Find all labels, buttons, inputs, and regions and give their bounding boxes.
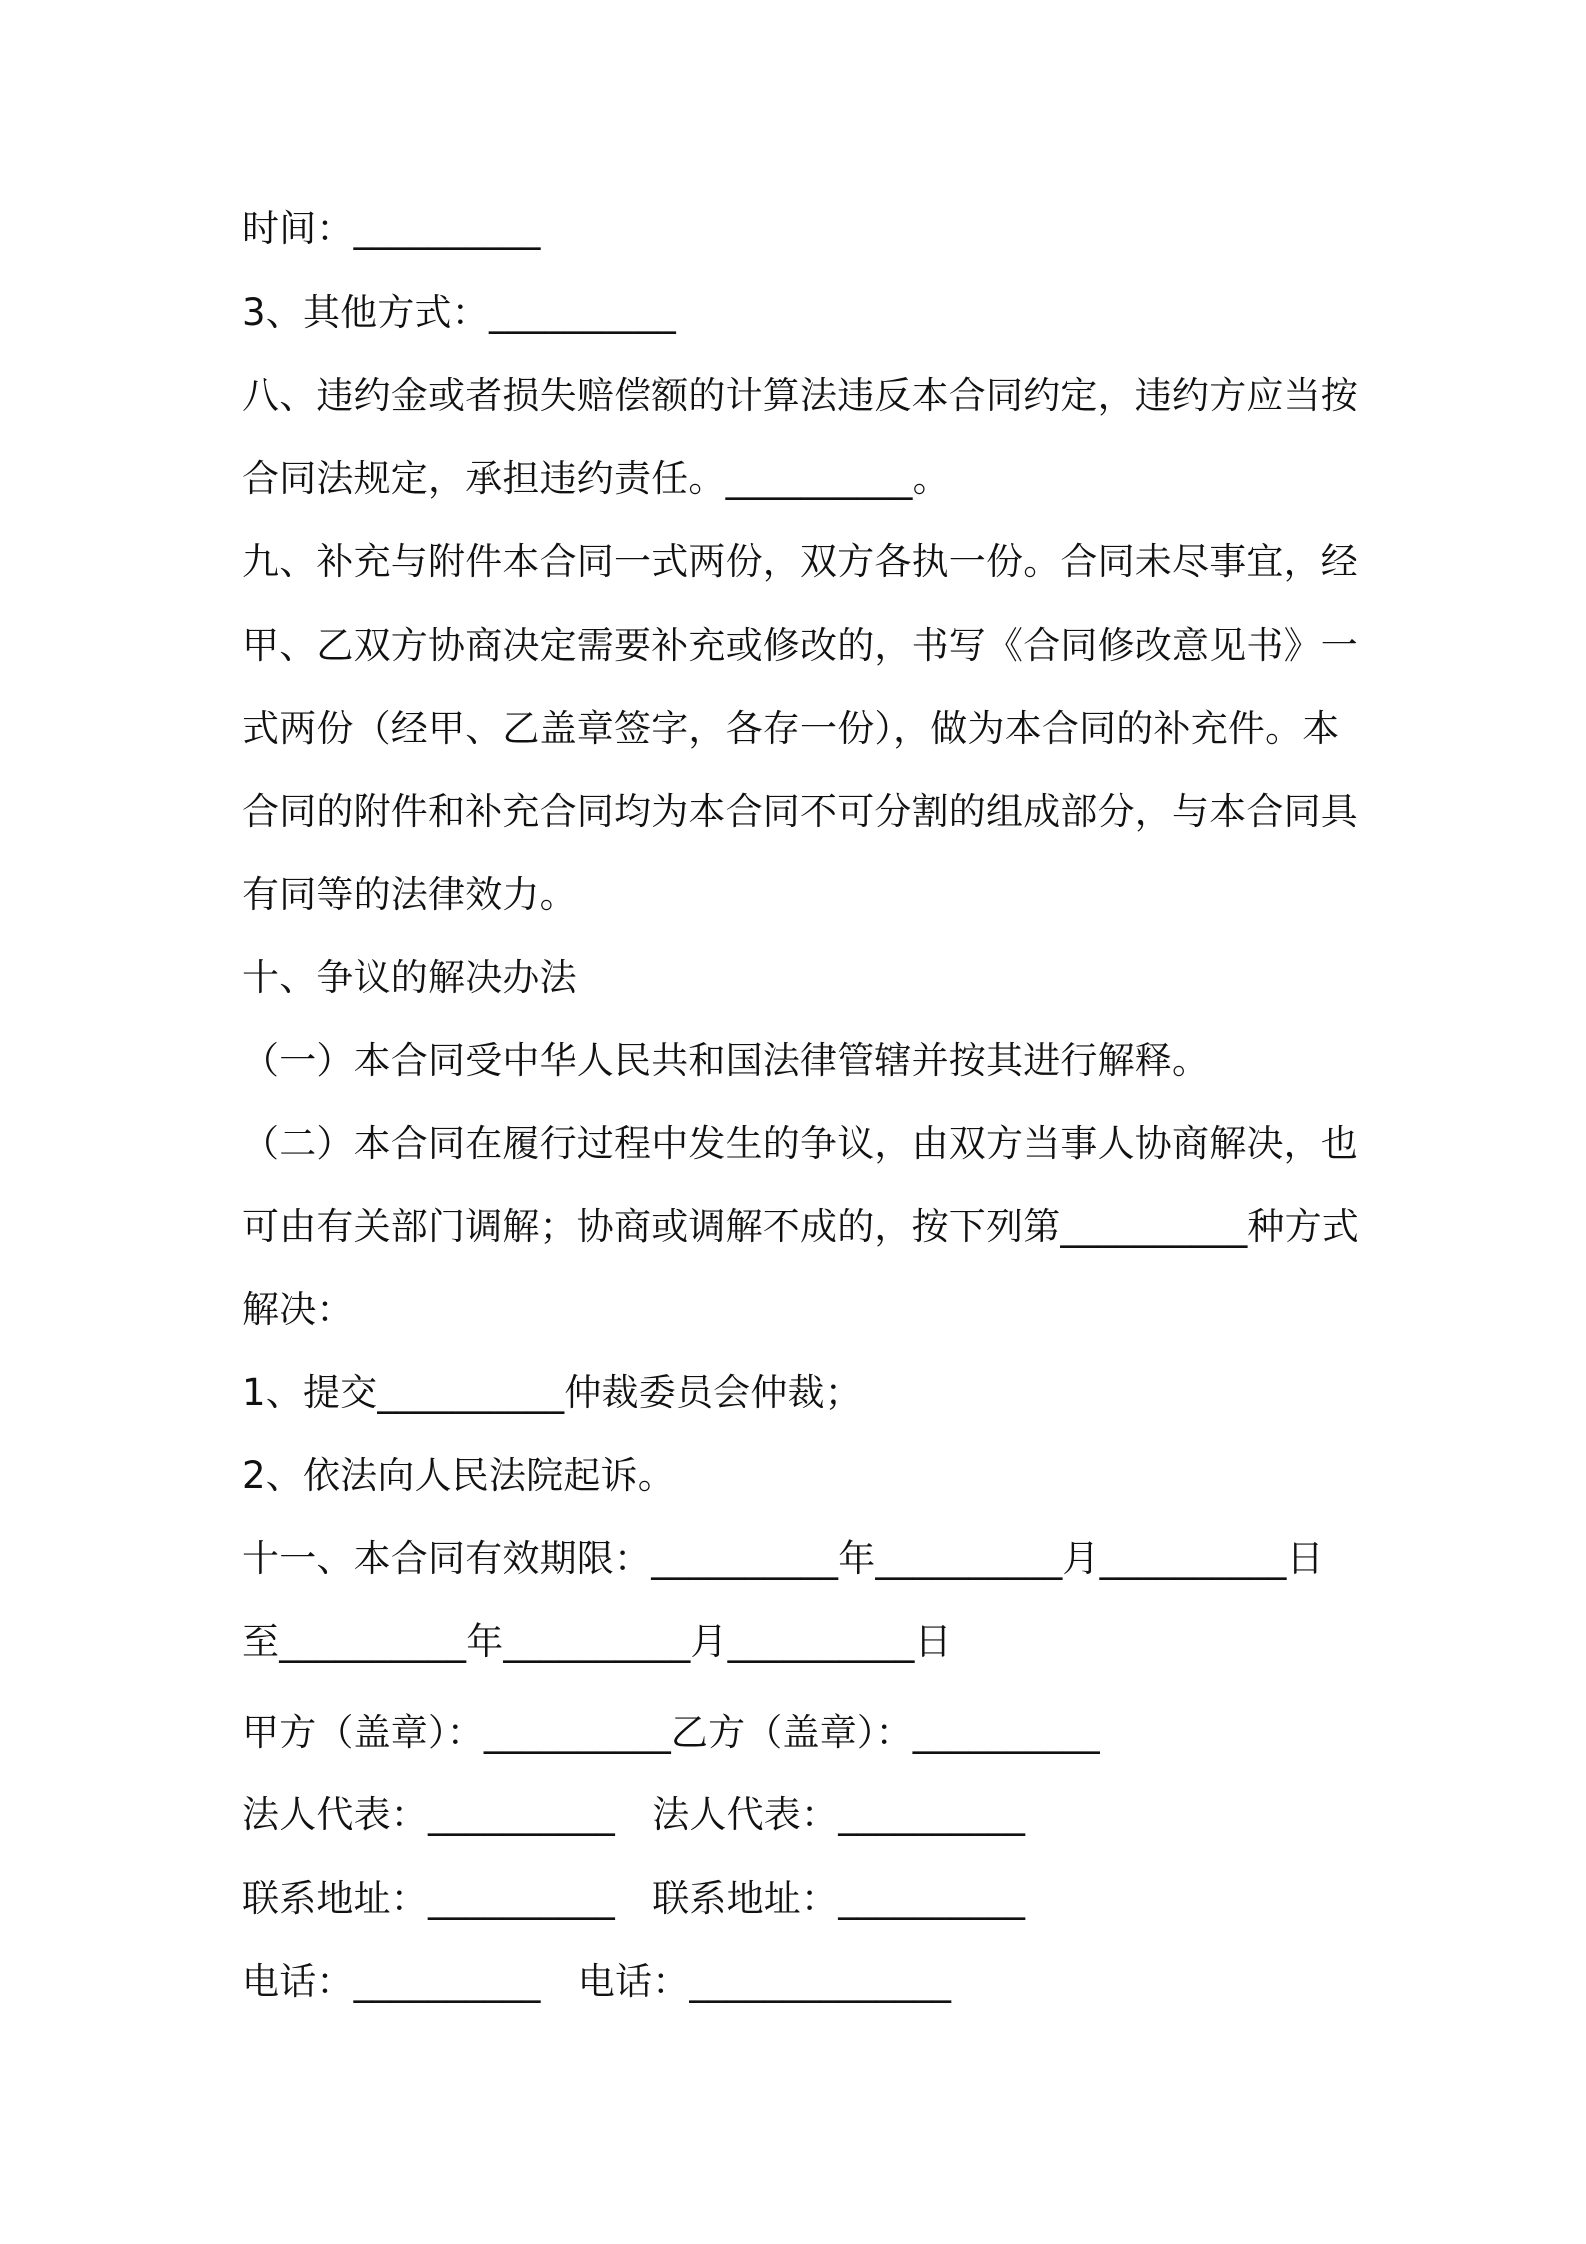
section-10-clause-2-line-2: 可由有关部门调解；协商或调解不成的，按下列第__________种方式 (242, 1205, 1359, 1248)
time-line: 时间：__________ (242, 207, 541, 250)
section-10-clause-2-line-3: 解决： (242, 1288, 354, 1331)
section-8-line-1: 八、违约金或者损失赔偿额的计算法违反本合同约定，违约方应当按 (242, 374, 1358, 417)
contact-addresses-line: 联系地址：__________ 联系地址：__________ (242, 1877, 1026, 1920)
section-9-line-2: 甲、乙双方协商决定需要补充或修改的，书写《合同修改意见书》一 (242, 624, 1358, 667)
section-11-line-2: 至__________年__________月__________日 (242, 1620, 952, 1663)
resolution-option-2: 2、依法向人民法院起诉。 (242, 1454, 675, 1497)
phones-line: 电话：__________ 电话：______________ (242, 1960, 952, 2003)
other-method-line: 3、其他方式：__________ (242, 291, 676, 334)
section-9-line-1: 九、补充与附件本合同一式两份，双方各执一份。合同未尽事宜，经 (242, 540, 1358, 583)
section-11-line-1: 十一、本合同有效期限：__________年__________月__________日 (242, 1537, 1324, 1580)
legal-representatives-line: 法人代表：__________ 法人代表：__________ (242, 1793, 1026, 1836)
section-9-line-4: 合同的附件和补充合同均为本合同不可分割的组成部分，与本合同具 (242, 790, 1358, 833)
section-8-line-2: 合同法规定，承担违约责任。__________。 (242, 457, 950, 500)
party-seals-line: 甲方（盖章）：__________乙方（盖章）：__________ (242, 1711, 1100, 1754)
section-10-clause-1: （一）本合同受中华人民共和国法律管辖并按其进行解释。 (242, 1039, 1210, 1082)
section-10-heading: 十、争议的解决办法 (242, 956, 577, 999)
section-10-clause-2-line-1: （二）本合同在履行过程中发生的争议，由双方当事人协商解决，也 (242, 1122, 1358, 1165)
section-9-line-3: 式两份（经甲、乙盖章签字，各存一份），做为本合同的补充件。本 (242, 707, 1340, 750)
section-9-line-5: 有同等的法律效力。 (242, 873, 577, 916)
resolution-option-1: 1、提交__________仲裁委员会仲裁； (242, 1371, 862, 1414)
